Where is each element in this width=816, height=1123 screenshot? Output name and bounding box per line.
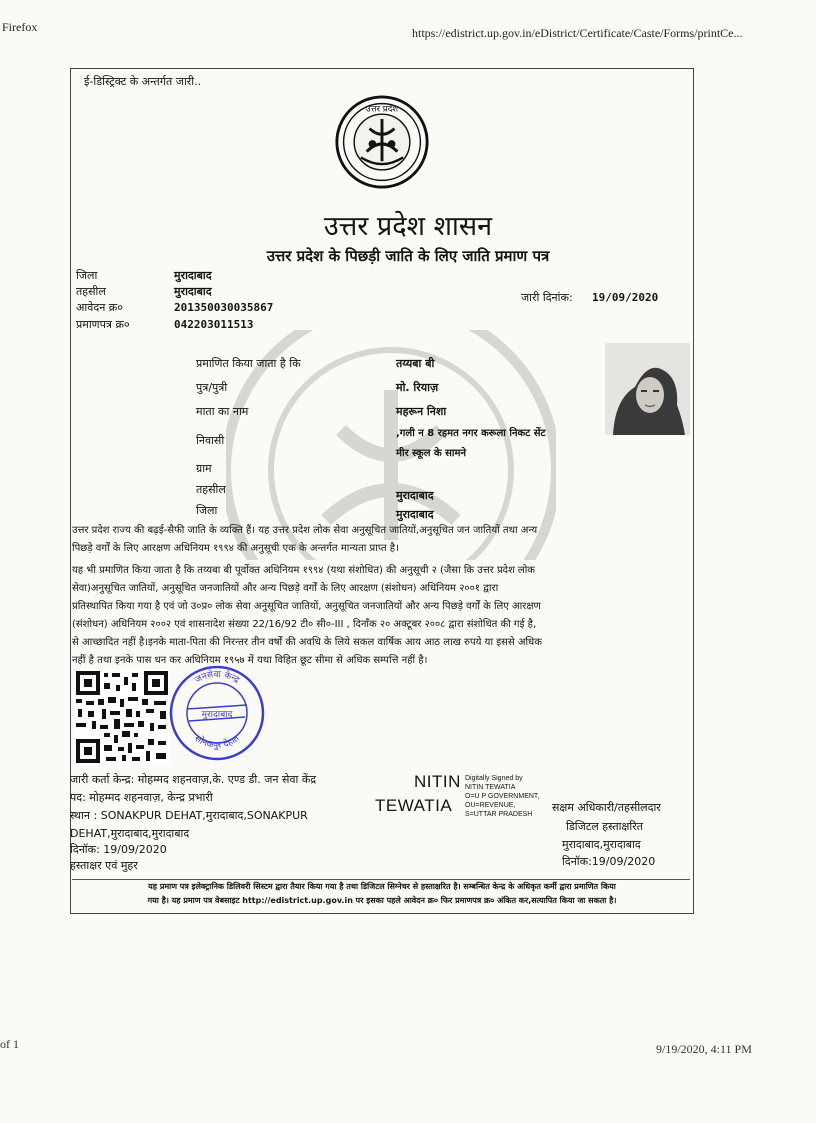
mother-label: माता का नाम: [196, 405, 249, 418]
applicant-photo: [605, 343, 690, 435]
issue-place-line-1: स्थान : SONAKPUR DEHAT,मुरादाबाद,SONAKPUR: [70, 809, 308, 822]
address-line-1: ,गली न 8 रहमत नगर करूला निकट सेंट: [396, 428, 546, 439]
address-line-2: मीर स्कूल के सामने: [396, 448, 467, 459]
application-no-value: 201350030035867: [174, 301, 274, 314]
income-paragraph-line-4: (संशोधन) अधिनियम २००२ एवं शासनादेश संख्या 22/16/92 टी० सी०-III , दिनाँक २० अक्टूबर २००८ द्वारा संशोधित की गई है,: [72, 619, 537, 630]
issued-under-note: ई-डिस्ट्रिक्ट के अन्तर्गत जारी..: [84, 75, 202, 88]
svg-text:सोनकपुर देहात: [193, 732, 243, 751]
seal-middle-text: मुरादाबाद: [201, 710, 233, 720]
qr-code-icon: [74, 669, 170, 765]
digital-sign-line-5: S=UTTAR PRADESH: [465, 811, 533, 818]
mother-name: महरून निशा: [396, 405, 447, 418]
browser-name: Firefox: [2, 20, 38, 34]
applicant-name: तय्यबा बी: [396, 357, 435, 370]
digital-sign-line-1: Digitally Signed by: [465, 775, 523, 782]
competent-authority: सक्षम अधिकारी/तहसीलदार: [552, 801, 661, 814]
caste-paragraph-line-1: उत्तर प्रदेश राज्य की बढ़ई-सैफी जाति के व्यक्ति हैं। यह उत्तर प्रदेश लोक सेवा अनुसूचित जातियों,अनुसूचित जन जातियों तथा अन्य: [72, 525, 538, 536]
issue-date-value: 19/09/2020: [592, 291, 659, 304]
digital-sign-line-2: NITIN TEWATIA: [465, 784, 516, 791]
certificate-no-value: 042203011513: [174, 318, 254, 331]
caste-paragraph-line-2: पिछड़े वर्गों के लिए आरक्षण अधिनियम १९९४ की अनुसूची एक के अन्तर्गत मान्यता प्राप्त है।: [72, 543, 399, 554]
digital-sign-line-3: O=U P GOVERNMENT,: [465, 793, 540, 800]
print-datetime: 9/19/2020, 4:11 PM: [656, 1042, 752, 1056]
page-count: of 1: [0, 1037, 19, 1051]
district-value: मुरादाबाद: [174, 269, 212, 282]
relation-label: पुत्र/पुत्री: [196, 381, 228, 394]
issuing-center: जारी कर्ता केन्द्र: मोहम्मद शहनवाज़,के. एण्ड डी. जन सेवा केंद्र: [70, 773, 317, 786]
issue-place-line-2: DEHAT,मुरादाबाद,मुरादाबाद: [70, 827, 190, 840]
father-name: मो. रियाज़: [396, 381, 439, 394]
page-title: उत्तर प्रदेश शासन: [323, 211, 493, 242]
income-paragraph-line-1: यह भी प्रमाणित किया जाता है कि तय्यबा बी पूर्वोक्त अधिनियम १९९४ (यथा संशोधित) की अनुसूची २ (जैसा कि उत्तर प्रदेश लोक: [72, 565, 535, 576]
authority-date: दिनॉक:19/09/2020: [562, 855, 656, 868]
village-label: ग्राम: [196, 462, 212, 475]
tehsil-value: मुरादाबाद: [174, 285, 212, 298]
application-no-label: आवेदन क्र०: [76, 301, 123, 314]
digitally-signed-label: डिजिटल हस्ताक्षरित: [566, 820, 643, 833]
issue-date-label: जारी दिनांक:: [521, 291, 573, 304]
income-paragraph-line-6: नहीं है तथा इनके पास धन कर अधिनियम १९५७ में यथा विहित छूट सीमा से अधिक सम्पत्ति नहीं है।: [72, 655, 428, 666]
details-district-label: जिला: [196, 504, 218, 517]
income-paragraph-line-5: से आच्छादित नहीं है।इनके माता-पिता की निरन्तर तीन वर्षों की अवधि के लिये सकल वार्षिक आय आठ लाख रुपये या इससे अधिक: [72, 637, 542, 648]
emblem-lettering: उत्तर प्रदेश: [365, 104, 399, 115]
seal-top-text: जनसेवा केन्द्र: [193, 669, 241, 686]
issuer-post: पद: मोहम्मद शहनवाज़, केन्द्र प्रभारी: [70, 791, 213, 804]
verification-note-line-2: गया है। यह प्रमाण पत्र वेबसाइट http://edistrict.up.gov.in पर इसका पहले आवेदन क्र० फिर प्रमाणपत्र क्र० अंकित कर,सत्यापित किया जा सकता है।: [147, 896, 617, 905]
authority-place: मुरादाबाद,मुरादाबाद: [562, 838, 641, 851]
resident-label: निवासी: [196, 434, 225, 447]
details-tehsil-label: तहसील: [196, 483, 226, 496]
district-label: जिला: [76, 269, 98, 282]
income-paragraph-line-3: प्रतिस्थापित किया गया है एवं जो उ०प्र० लोक सेवा अनुसूचित जातियों, अनुसूचित जनजातियों और अन्य पिछड़े वर्गों के लिए आरक्षण: [72, 601, 541, 612]
signature-and-seal-label: हस्ताक्षर एवं मुहर: [70, 859, 138, 872]
details-tehsil-value: मुरादाबाद: [396, 489, 434, 502]
issuer-date: दिनॉक: 19/09/2020: [70, 843, 167, 856]
page-url: https://edistrict.up.gov.in/eDistrict/Certificate/Caste/Forms/printCe...: [412, 26, 743, 40]
digital-sign-line-4: OU=REVENUE,: [465, 802, 516, 809]
certificate-subtitle: उत्तर प्रदेश के पिछड़ी जाति के लिए जाति प्रमाण पत्र: [266, 247, 550, 265]
jan-seva-kendra-seal: [167, 663, 267, 763]
signer-name-line-1: NITIN: [414, 772, 461, 791]
up-state-emblem-icon: [334, 94, 430, 190]
verification-note-line-1: यह प्रमाण पत्र इलेक्ट्रानिक डिलिवरी सिस्टम द्वारा तैयार किया गया है तथा डिजिटल सिग्नेचर से हस्ताक्षरित है। सम्बन्धित केन्द्र के अधिकृत कर्मी द्वारा प्रमाणित किया: [148, 882, 616, 891]
certificate-no-label: प्रमाणपत्र क्र०: [76, 318, 130, 331]
certify-label: प्रमाणित किया जाता है कि: [196, 357, 301, 370]
income-paragraph-line-2: सेवा)अनुसूचित जातियों, अनुसूचित जनजातियों और अन्य पिछड़े वर्गों के लिए आरक्षण (संशोधन) अधिनियम २००१ द्वारा: [72, 583, 499, 594]
tehsil-label: तहसील: [76, 285, 106, 298]
details-district-value: मुरादाबाद: [396, 508, 434, 521]
signer-name-line-2: TEWATIA: [375, 796, 453, 815]
seal-bottom-text: सोनकपुर देहात: [192, 733, 242, 751]
